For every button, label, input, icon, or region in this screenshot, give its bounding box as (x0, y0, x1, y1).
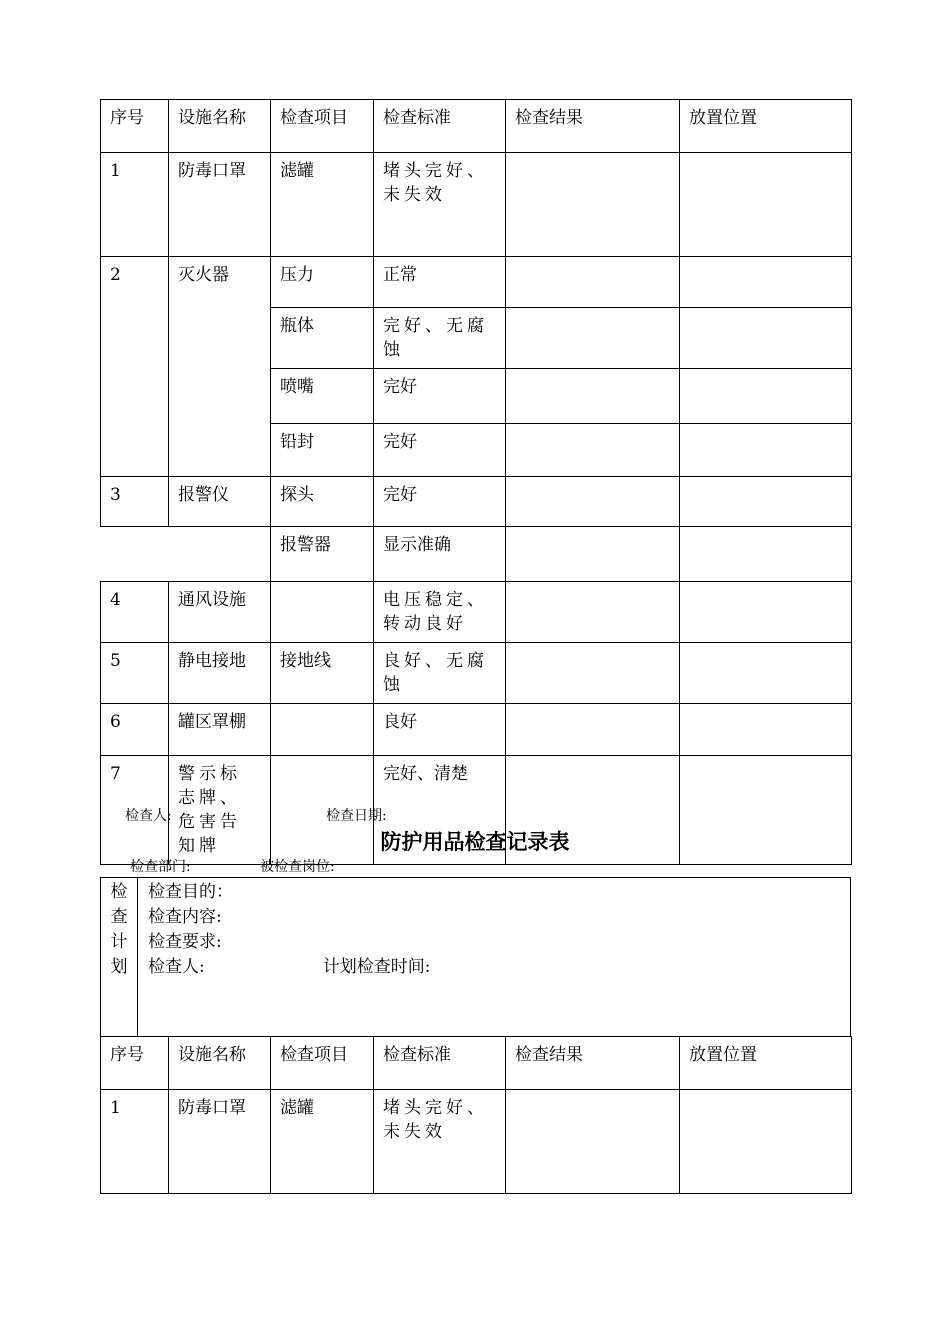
cell-result[interactable] (506, 582, 680, 643)
cell-standard: 堵头完好、未失效 (374, 153, 506, 257)
cell-name: 罐区罩棚 (169, 704, 271, 756)
header-name: 设施名称 (169, 1037, 271, 1090)
table-row (101, 477, 852, 527)
inspection-plan-box (100, 877, 851, 1037)
header-item: 检查项目 (271, 100, 374, 153)
cell-name: 灭火器 (169, 257, 271, 477)
cell-result[interactable] (506, 643, 680, 704)
cell-location[interactable] (680, 704, 852, 756)
header-result: 检查结果 (506, 100, 680, 153)
cell-item: 瓶体 (271, 308, 374, 369)
cell-item: 滤罐 (271, 153, 374, 257)
plan-time[interactable]: 计划检查时间: (322, 957, 431, 977)
plan-inspector[interactable]: 检查人: (148, 957, 205, 977)
cell-location[interactable] (680, 582, 852, 643)
cell-result[interactable] (506, 153, 680, 257)
plan-lines (148, 880, 430, 980)
cell-no: 7 (101, 756, 169, 865)
dept-label: 检查部门: (130, 859, 191, 875)
cell-name: 通风设施 (169, 582, 271, 643)
plan-requirement[interactable]: 检查要求: (148, 932, 222, 952)
cell-name: 防毒口罩 (169, 153, 271, 257)
inspection-table-2 (100, 1036, 852, 1194)
cell-standard: 完好、无腐蚀 (374, 308, 506, 369)
table-row (101, 582, 852, 643)
cell-no: 3 (101, 477, 169, 527)
cell-item: 滤罐 (271, 1090, 374, 1194)
cell-standard: 完好 (374, 369, 506, 424)
cell-item: 报警器 (271, 527, 374, 582)
cell-location[interactable] (680, 257, 852, 308)
cell-item: 压力 (271, 257, 374, 308)
header-standard: 检查标准 (374, 100, 506, 153)
cell-standard: 正常 (374, 257, 506, 308)
cell-location[interactable] (680, 153, 852, 257)
header-standard: 检查标准 (374, 1037, 506, 1090)
cell-result[interactable] (506, 369, 680, 424)
cell-item: 接地线 (271, 643, 374, 704)
table-row (101, 643, 852, 704)
cell-item (271, 704, 374, 756)
cell-result[interactable] (506, 424, 680, 477)
table-row (101, 1090, 852, 1194)
inspector-label: 检查人: (125, 808, 172, 824)
header-no: 序号 (101, 100, 169, 153)
cell-standard: 完好、清楚 (374, 756, 506, 865)
cell-name: 静电接地 (169, 643, 271, 704)
plan-content[interactable]: 检查内容: (148, 907, 222, 927)
cell-standard: 堵头完好、未失效 (374, 1090, 506, 1194)
cell-no: 1 (101, 153, 169, 257)
cell-result[interactable] (506, 477, 680, 527)
cell-name: 警示标志牌、危害告知牌 (169, 756, 271, 865)
cell-location[interactable] (680, 643, 852, 704)
cell-item: 铅封 (271, 424, 374, 477)
cell-standard: 良好、无腐蚀 (374, 643, 506, 704)
cell-no: 1 (101, 1090, 169, 1194)
cell-item (271, 582, 374, 643)
cell-result[interactable] (506, 1090, 680, 1194)
header-location: 放置位置 (680, 1037, 852, 1090)
header-no: 序号 (101, 1037, 169, 1090)
inspection-table-1 (100, 99, 852, 865)
inspection-date-label: 检查日期: (326, 808, 387, 824)
table-row (101, 153, 852, 257)
cell-result[interactable] (506, 527, 680, 582)
cell-location[interactable] (680, 1090, 852, 1194)
header-result: 检查结果 (506, 1037, 680, 1090)
cell-name: 报警仪 (169, 477, 271, 527)
table-row (101, 527, 852, 582)
cell-item: 探头 (271, 477, 374, 527)
cell-standard: 完好 (374, 424, 506, 477)
header-name: 设施名称 (169, 100, 271, 153)
cell-item: 喷嘴 (271, 369, 374, 424)
cell-no: 4 (101, 582, 169, 643)
cell-no: 2 (101, 257, 169, 477)
cell-result[interactable] (506, 308, 680, 369)
post-label: 被检查岗位: (260, 859, 335, 875)
page-title: 防护用品检查记录表 (380, 829, 570, 854)
table-row (101, 704, 852, 756)
table-header-row (101, 1037, 852, 1090)
header-item: 检查项目 (271, 1037, 374, 1090)
cell-name: 防毒口罩 (169, 1090, 271, 1194)
cell-location[interactable] (680, 369, 852, 424)
table-header-row (101, 100, 852, 153)
cell-standard: 完好 (374, 477, 506, 527)
cell-location[interactable] (680, 527, 852, 582)
cell-standard: 电压稳定、转动良好 (374, 582, 506, 643)
cell-standard: 良好 (374, 704, 506, 756)
cell-location[interactable] (680, 477, 852, 527)
cell-standard: 显示准确 (374, 527, 506, 582)
cell-no: 6 (101, 704, 169, 756)
header-location: 放置位置 (680, 100, 852, 153)
cell-result[interactable] (506, 257, 680, 308)
cell-empty (101, 527, 271, 582)
plan-purpose[interactable]: 检查目的： (148, 882, 233, 902)
cell-no: 5 (101, 643, 169, 704)
table-row (101, 257, 852, 308)
plan-label-text: 检查计划 (110, 882, 128, 977)
plan-label (101, 878, 138, 1037)
cell-location[interactable] (680, 424, 852, 477)
cell-result[interactable] (506, 704, 680, 756)
plan-inspector-row (148, 955, 430, 980)
cell-location[interactable] (680, 308, 852, 369)
